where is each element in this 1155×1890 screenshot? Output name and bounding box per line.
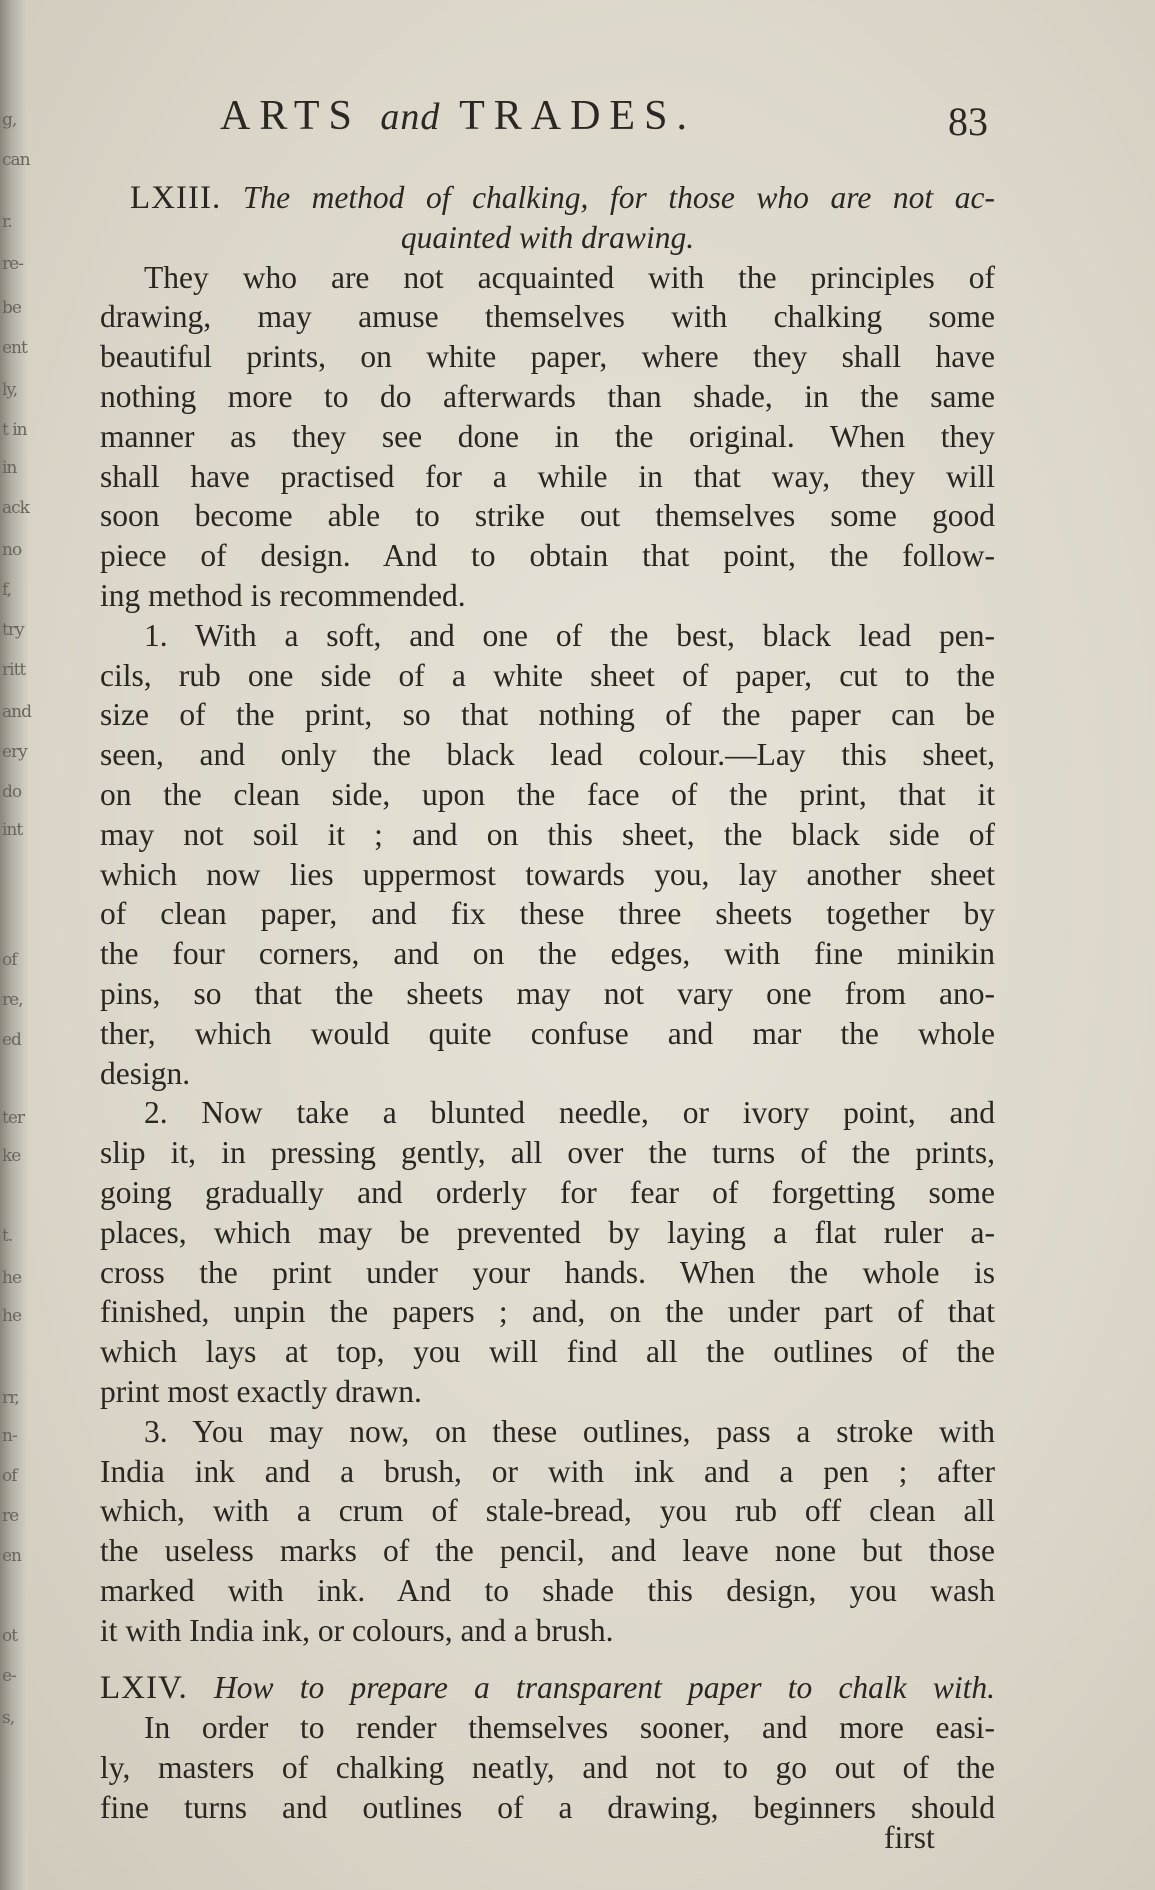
text-line: it with India ink, or colours, and a brush. — [100, 1612, 614, 1648]
section-number: LXIV. — [100, 1670, 188, 1707]
text-line: fine turns and outlines of a drawing, beginners should — [100, 1789, 995, 1825]
margin-fragment: ack — [2, 498, 29, 518]
margin-fragment: rr, — [2, 1388, 19, 1408]
margin-fragment: ot — [2, 1626, 18, 1646]
text-line: marked with ink. And to shade this design, you wash — [100, 1572, 995, 1608]
text-line: 3. You may now, on these outlines, pass a stroke with — [144, 1413, 995, 1449]
margin-fragment: s, — [2, 1708, 15, 1728]
text-line: beautiful prints, on white paper, where they shall have — [100, 339, 995, 375]
running-head-conjunction: and — [380, 96, 441, 138]
text-line: ing method is recommended. — [100, 577, 466, 613]
margin-fragment: be — [2, 298, 21, 318]
margin-fragment: re- — [2, 254, 23, 274]
margin-fragment: g, — [2, 110, 17, 130]
margin-fragment: ent — [2, 338, 27, 358]
catchword: first — [884, 1820, 935, 1855]
text-line: India ink and a brush, or with ink and a pen ; after — [100, 1453, 995, 1489]
section-heading-64 — [100, 1668, 995, 1708]
text-line: seen, and only the black lead colour.—Lay this sheet, — [100, 737, 995, 773]
text-line: shall have practised for a while in that way, they will — [100, 458, 995, 494]
text-line: 2. Now take a blunted needle, or ivory point, and — [144, 1095, 995, 1131]
text-line: which now lies uppermost towards you, lay another sheet — [100, 856, 995, 892]
text-line: the useless marks of the pencil, and leave none but those — [100, 1533, 995, 1569]
text-line: going gradually and orderly for fear of forgetting some — [100, 1174, 995, 1210]
text-line: manner as they see done in the original. When they — [100, 418, 995, 454]
margin-fragment: of — [2, 1466, 17, 1486]
text-line: print most exactly drawn. — [100, 1373, 422, 1409]
margin-fragment: ed — [2, 1030, 21, 1050]
margin-fragment: ter — [2, 1108, 25, 1128]
text-line: nothing more to do afterwards than shade, in the same — [100, 378, 995, 414]
margin-fragment: ritt — [2, 660, 26, 680]
margin-fragment: can — [2, 150, 30, 170]
section-title: How to prepare a transparent paper to chalk with. — [214, 1670, 996, 1706]
text-line: soon become able to strike out themselves some good — [100, 498, 995, 534]
margin-fragment: try — [2, 620, 24, 640]
text-line: places, which may be prevented by laying a flat ruler a- — [100, 1214, 995, 1250]
text-line: They who are not acquainted with the principles of — [144, 259, 995, 295]
section-heading-63 — [100, 178, 995, 218]
section-number: LXIII. — [130, 180, 222, 216]
margin-fragment: he — [2, 1268, 22, 1288]
text-line: finished, unpin the papers ; and, on the under part of that — [100, 1294, 995, 1330]
margin-fragment: no — [2, 540, 22, 560]
page-number: 83 — [948, 99, 988, 144]
margin-fragment: of — [2, 950, 17, 970]
text-line: 1. With a soft, and one of the best, black lead pen- — [144, 617, 995, 653]
margin-fragment: t in — [2, 420, 27, 440]
text-line: may not soil it ; and on this sheet, the black side of — [100, 816, 995, 852]
text-line: cross the print under your hands. When the whole is — [100, 1254, 995, 1290]
margin-fragment: t. — [2, 1226, 13, 1246]
margin-fragment: ly, — [2, 380, 18, 400]
margin-fragment: ery — [2, 742, 27, 762]
text-line: drawing, may amuse themselves with chalking some — [100, 299, 995, 335]
margin-fragment: r. — [2, 212, 12, 232]
text-line: pins, so that the sheets may not vary one from ano- — [100, 975, 995, 1011]
section-title-cont: quainted with drawing. — [400, 219, 695, 255]
margin-fragment: int — [2, 820, 23, 840]
margin-fragment: re, — [2, 990, 23, 1010]
body-text — [100, 178, 995, 1828]
text-line: In order to render themselves sooner, and more easi- — [144, 1710, 995, 1746]
running-head-left: ARTS — [220, 93, 361, 139]
margin-fragment: he — [2, 1306, 22, 1326]
text-line: the four corners, and on the edges, with fine minikin — [100, 936, 995, 972]
running-head — [220, 92, 860, 140]
margin-fragment: ke — [2, 1146, 21, 1166]
margin-fragment: and — [2, 702, 31, 722]
margin-fragment: f, — [2, 580, 12, 600]
section-gap — [100, 1650, 995, 1668]
margin-fragment: in — [2, 458, 17, 478]
margin-fragment: en — [2, 1546, 22, 1566]
margin-fragment: n- — [2, 1426, 17, 1446]
text-line: cils, rub one side of a white sheet of paper, cut to the — [100, 657, 995, 693]
text-line: on the clean side, upon the face of the print, that it — [100, 776, 995, 812]
margin-fragment: e- — [2, 1666, 16, 1686]
text-line: which lays at top, you will find all the outlines of the — [100, 1334, 995, 1370]
text-line: size of the print, so that nothing of the paper can be — [100, 697, 995, 733]
running-head-right: TRADES. — [459, 93, 696, 139]
text-line: ther, which would quite confuse and mar the whole — [100, 1015, 995, 1051]
text-line: ly, masters of chalking neatly, and not to go out of the — [100, 1750, 995, 1786]
section-title: The method of chalking, for those who are not ac- — [242, 180, 995, 215]
text-line: of clean paper, and fix these three sheets together by — [100, 896, 995, 932]
margin-fragment: re — [2, 1506, 19, 1526]
text-line: design. — [100, 1055, 191, 1091]
text-line: piece of design. And to obtain that point, the follow- — [100, 538, 995, 574]
text-line: which, with a crum of stale-bread, you rub off clean all — [100, 1493, 995, 1529]
text-line: slip it, in pressing gently, all over the turns of the prints, — [100, 1135, 995, 1171]
margin-fragment: do — [2, 782, 22, 802]
